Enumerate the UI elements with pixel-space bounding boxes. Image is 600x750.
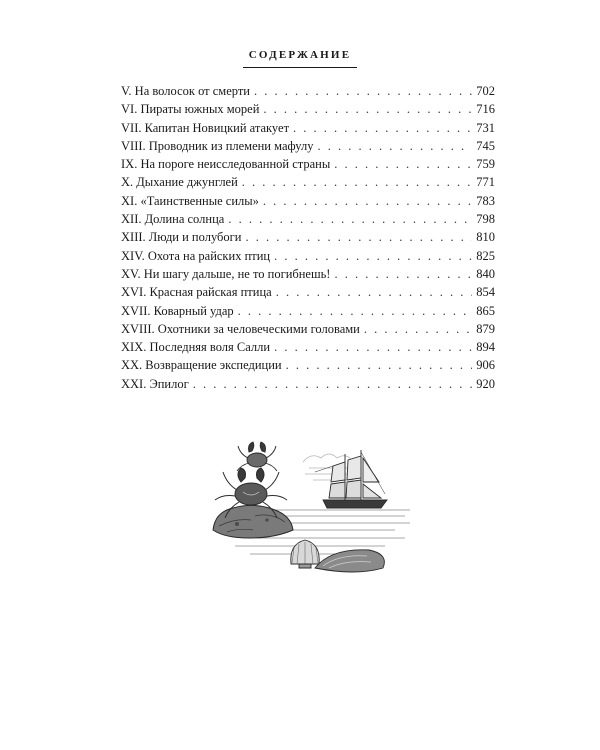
toc-entry-page: 854 — [476, 285, 495, 300]
toc-entry-page: 840 — [476, 266, 495, 281]
clam-shell-icon — [315, 550, 384, 572]
toc-entry[interactable] — [121, 82, 495, 100]
toc-entry[interactable] — [121, 155, 495, 173]
toc-entry-title: XIII. Люди и полубоги — [121, 230, 242, 245]
toc-entry[interactable] — [121, 192, 495, 210]
toc-entry[interactable] — [121, 137, 495, 155]
toc-entry-title: IX. На пороге неисследованной страны — [121, 157, 331, 172]
toc-entry-title: XXI. Эпилог — [121, 376, 189, 391]
toc-leader-dots — [254, 82, 472, 100]
toc-entry[interactable] — [121, 173, 495, 191]
toc-entry-title: XII. Долина солнца — [121, 212, 225, 227]
toc-leader-dots — [274, 247, 472, 265]
toc-leader-dots — [228, 210, 472, 228]
toc-entry-title: VIII. Проводник из племени мафулу — [121, 138, 314, 153]
toc-leader-dots — [293, 119, 472, 137]
toc-leader-dots — [317, 137, 472, 155]
toc-leader-dots — [286, 356, 473, 374]
toc-leader-dots — [276, 283, 473, 301]
seashore-vignette — [205, 432, 415, 582]
toc-entry-page: 702 — [476, 84, 495, 98]
toc-entry-title: XVIII. Охотники за человеческими головами — [121, 321, 360, 336]
toc-entry[interactable] — [121, 119, 495, 137]
toc-entry[interactable] — [121, 265, 495, 283]
toc-entry-title: V. На волосок от смерти — [121, 84, 250, 98]
toc-entry-page: 906 — [476, 358, 495, 373]
toc-leader-dots — [334, 155, 472, 173]
toc-leader-dots — [263, 100, 472, 118]
toc-leader-dots — [334, 265, 472, 283]
toc-entry-page: 798 — [476, 212, 495, 227]
toc-entry[interactable] — [121, 283, 495, 301]
page-title: СОДЕРЖАНИЕ — [248, 49, 352, 61]
crab-icon — [237, 442, 277, 471]
toc-entry-page: 759 — [476, 157, 495, 172]
toc-entry-page: 865 — [476, 303, 495, 318]
toc-leader-dots — [364, 320, 472, 338]
toc-entry-page: 783 — [476, 193, 495, 208]
scallop-shell-icon — [291, 540, 319, 568]
toc-entry-title: XIV. Охота на райских птиц — [121, 248, 271, 263]
toc-entry-page: 825 — [476, 248, 495, 263]
toc-entry-title: XVII. Коварный удар — [121, 303, 234, 318]
toc-entry-page: 771 — [476, 175, 495, 190]
toc-entry-page: 894 — [476, 340, 495, 355]
toc-entry-title: XVI. Красная райская птица — [121, 285, 272, 300]
toc-leader-dots — [274, 338, 472, 356]
toc-entry-page: 879 — [476, 321, 495, 336]
sailing-ship-icon — [315, 450, 387, 508]
toc-entry-title: VI. Пираты южных морей — [121, 102, 260, 117]
toc-entry-title: VII. Капитан Новицкий атакует — [121, 120, 290, 135]
toc-entry-title: XX. Возвращение экспедиции — [121, 358, 282, 373]
toc-entry[interactable] — [121, 228, 495, 246]
toc-entry-page: 731 — [476, 120, 495, 135]
toc-entry-title: X. Дыхание джунглей — [121, 175, 238, 190]
toc-leader-dots — [238, 302, 473, 320]
toc-entry[interactable] — [121, 247, 495, 265]
toc-leader-dots — [245, 228, 472, 246]
toc-entry-title: XV. Ни шагу дальше, не то погибнешь! — [121, 266, 331, 281]
toc-entry-page: 810 — [476, 230, 495, 245]
toc-entry[interactable] — [121, 375, 495, 393]
toc-entry-page: 716 — [476, 102, 495, 117]
page-header — [0, 45, 600, 68]
toc-entry-page: 920 — [476, 376, 495, 391]
toc-entry[interactable] — [121, 356, 495, 374]
toc-leader-dots — [242, 173, 472, 191]
toc-entry[interactable] — [121, 100, 495, 118]
toc-leader-dots — [263, 192, 472, 210]
title-underline — [243, 67, 357, 68]
toc-entry[interactable] — [121, 320, 495, 338]
toc-entry[interactable] — [121, 302, 495, 320]
toc-entry[interactable] — [121, 210, 495, 228]
toc-leader-dots — [193, 375, 473, 393]
toc-entry-title: XIX. Последняя воля Салли — [121, 340, 271, 355]
toc-entry[interactable] — [121, 338, 495, 356]
table-of-contents — [121, 82, 495, 393]
toc-entry-title: XI. «Таинственные силы» — [121, 193, 259, 208]
toc-entry-page: 745 — [476, 138, 495, 153]
